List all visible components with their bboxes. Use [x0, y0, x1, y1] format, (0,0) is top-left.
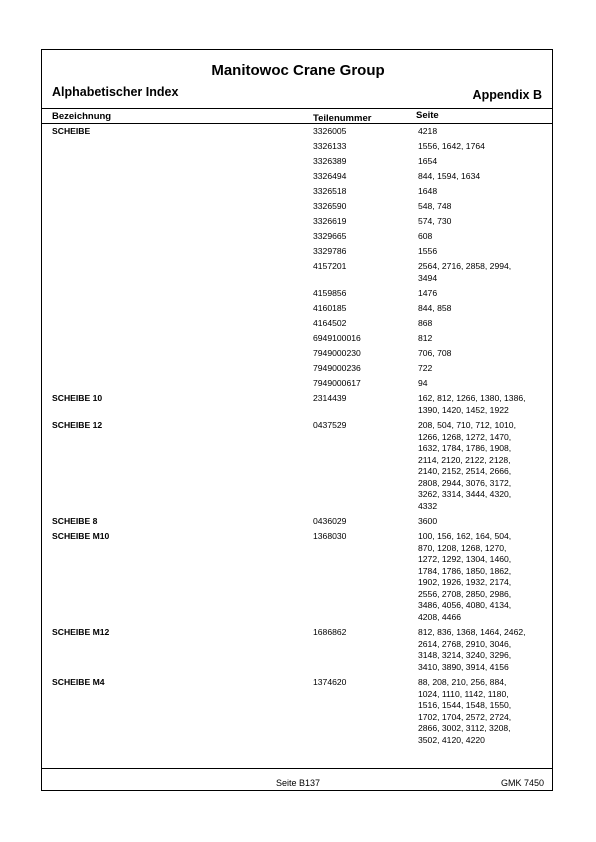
table-row — [0, 378, 596, 390]
footer-divider — [41, 768, 553, 769]
page-references: 706, 708 — [418, 348, 452, 358]
page-references: 1476 — [418, 288, 438, 298]
part-name — [0, 318, 261, 330]
page-references: 162, 812, 1266, 1380, 1386, 1390, 1420, 1452, 1922 — [418, 393, 526, 415]
part-number: 3326133 — [313, 141, 347, 151]
document-title: Manitowoc Crane Group — [211, 62, 385, 79]
part-number: 4160185 — [313, 303, 347, 313]
part-name: SCHEIBE — [52, 126, 91, 136]
page-references: 3600 — [418, 516, 438, 526]
part-number: 1374620 — [313, 677, 347, 687]
table-row — [0, 141, 596, 153]
part-number: 1368030 — [313, 531, 347, 541]
column-header-page: Seite — [416, 110, 439, 121]
part-number: 1686862 — [313, 627, 347, 637]
part-name — [0, 333, 261, 345]
part-name — [0, 246, 261, 258]
part-name — [0, 216, 261, 228]
page-references: 812, 836, 1368, 1464, 2462, 2614, 2768, 2910, 3046, 3148, 3214, 3240, 3296, 3410, 3890, 3914, 4156 — [418, 627, 526, 672]
part-name — [0, 378, 261, 390]
part-name — [0, 231, 261, 243]
table-row — [0, 318, 596, 330]
part-number: 7949000236 — [313, 363, 361, 373]
table-row — [0, 531, 596, 623]
table-row — [0, 288, 596, 300]
part-name — [0, 156, 261, 168]
part-number: 6949100016 — [313, 333, 361, 343]
part-number: 7949000230 — [313, 348, 361, 358]
model-label: GMK 7450 — [500, 778, 544, 788]
page-references: 208, 504, 710, 712, 1010, 1266, 1268, 1272, 1470, 1632, 1784, 1786, 1908, 2114, 2120, 2122, 2128, 2140, 2152, 2514, 2666, 2808, 2944, 3076, 3172, 3262, 3314, 3444, 4320, 4332 — [418, 420, 516, 511]
part-name — [0, 201, 261, 213]
table-row — [0, 348, 596, 360]
table-row — [0, 126, 596, 138]
table-row — [0, 156, 596, 168]
page-references: 2564, 2716, 2858, 2994, 3494 — [418, 261, 512, 283]
page-references: 1556 — [418, 246, 438, 256]
page-references: 88, 208, 210, 256, 884, 1024, 1110, 1142, 1180, 1516, 1544, 1548, 1550, 1702, 1704, 2572, 2724, 2866, 3002, 3112, 3208, 3502, 4120, 4220 — [418, 677, 512, 745]
page-references: 1654 — [418, 156, 438, 166]
part-name — [0, 141, 261, 153]
table-row — [0, 627, 596, 673]
part-number: 3329665 — [313, 231, 347, 241]
appendix-label: Appendix B — [472, 88, 542, 102]
part-number: 0437529 — [313, 420, 347, 430]
part-name: SCHEIBE M10 — [52, 531, 110, 541]
part-name — [0, 348, 261, 360]
page-references: 548, 748 — [418, 201, 452, 211]
part-number: 3326590 — [313, 201, 347, 211]
page-references: 574, 730 — [418, 216, 452, 226]
table-row — [0, 216, 596, 228]
table-row — [0, 246, 596, 258]
part-name — [0, 261, 261, 284]
part-name: SCHEIBE 8 — [52, 516, 98, 526]
part-number: 3326389 — [313, 156, 347, 166]
table-row — [0, 261, 596, 284]
table-row — [0, 186, 596, 198]
table-row — [0, 303, 596, 315]
part-number: 2314439 — [313, 393, 347, 403]
part-name — [0, 303, 261, 315]
page-references: 1648 — [418, 186, 438, 196]
part-number: 4157201 — [313, 261, 347, 271]
index-table — [0, 126, 596, 750]
table-row — [0, 393, 596, 416]
header-divider — [41, 108, 553, 109]
page-references: 812 — [418, 333, 433, 343]
page-references: 608 — [418, 231, 433, 241]
part-name — [0, 171, 261, 183]
part-name — [0, 186, 261, 198]
part-number: 4159856 — [313, 288, 347, 298]
part-number: 3326518 — [313, 186, 347, 196]
table-row — [0, 231, 596, 243]
part-name: SCHEIBE 10 — [52, 393, 103, 403]
part-number: 7949000617 — [313, 378, 361, 388]
table-row — [0, 420, 596, 512]
part-number: 3326619 — [313, 216, 347, 226]
part-name: SCHEIBE 12 — [52, 420, 103, 430]
column-header-name: Bezeichnung — [52, 111, 112, 122]
column-header-divider — [41, 123, 553, 124]
page-references: 4218 — [418, 126, 438, 136]
page-references: 844, 858 — [418, 303, 452, 313]
table-row — [0, 516, 596, 528]
part-number: 4164502 — [313, 318, 347, 328]
part-number: 3326005 — [313, 126, 347, 136]
part-name — [0, 363, 261, 375]
part-name — [0, 288, 261, 300]
page-number: Seite B137 — [275, 778, 321, 788]
part-number: 3329786 — [313, 246, 347, 256]
part-name: SCHEIBE M4 — [52, 677, 105, 687]
page-references: 100, 156, 162, 164, 504, 870, 1208, 1268, 1270, 1272, 1292, 1304, 1460, 1784, 1786, 1850, 1862, 1902, 1926, 1932, 2174, 2556, 2708, 2850, 2986, 3486, 4056, 4080, 4134, 4208, 4466 — [418, 531, 512, 622]
index-subtitle: Alphabetischer Index — [52, 85, 179, 99]
page-references: 722 — [418, 363, 433, 373]
table-row — [0, 171, 596, 183]
table-row — [0, 333, 596, 345]
column-header-part: Teilenummer — [313, 113, 372, 124]
page-references: 844, 1594, 1634 — [418, 171, 481, 181]
part-name: SCHEIBE M12 — [52, 627, 110, 637]
table-row — [0, 201, 596, 213]
part-number: 3326494 — [313, 171, 347, 181]
part-number: 0436029 — [313, 516, 347, 526]
page-references: 1556, 1642, 1764 — [418, 141, 485, 151]
page-references: 868 — [418, 318, 433, 328]
table-row — [0, 363, 596, 375]
table-row — [0, 677, 596, 746]
page-references: 94 — [418, 378, 428, 388]
